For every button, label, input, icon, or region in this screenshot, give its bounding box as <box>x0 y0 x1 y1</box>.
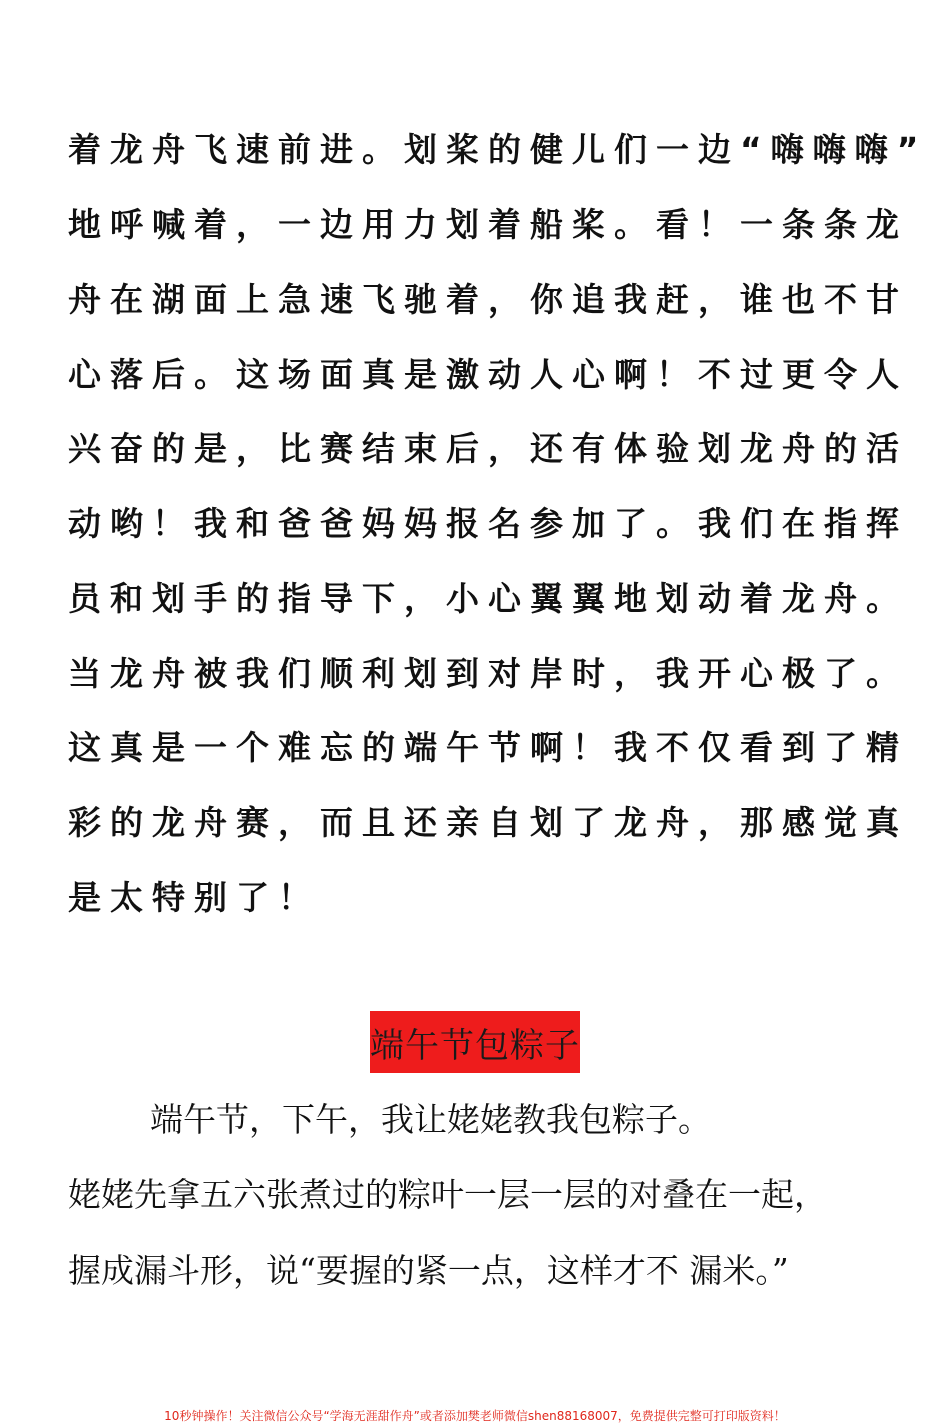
essay-line-2: 地呼喊着，一边用力划着船桨。看！一条条龙 <box>68 205 908 244</box>
section-line-2: 姥姥先拿五六张煮过的粽叶一层一层的对叠在一起， <box>68 1175 827 1214</box>
footer-notice: 10秒钟操作！关注微信公众号“学海无涯甜作舟”或者添加樊老师微信shen88168007，免费提供完整可打印版资料！ <box>164 1409 786 1423</box>
essay-line-1: 着龙舟飞速前进。划桨的健儿们一边“嗨嗨嗨” <box>68 130 928 169</box>
essay-line-7: 员和划手的指导下，小心翼翼地划动着龙舟。 <box>68 579 908 618</box>
essay-line-11: 是太特别了！ <box>68 878 320 917</box>
essay-line-5: 兴奋的是，比赛结束后，还有体验划龙舟的活 <box>68 429 908 468</box>
section-line-1: 端午节，下午，我让姥姥教我包粽子。 <box>150 1100 711 1139</box>
essay-line-10: 彩的龙舟赛，而且还亲自划了龙舟，那感觉真 <box>68 803 908 842</box>
essay-line-9: 这真是一个难忘的端午节啊！我不仅看到了精 <box>68 728 908 767</box>
section-title-box <box>370 1011 580 1073</box>
essay-line-3: 舟在湖面上急速飞驰着，你追我赶，谁也不甘 <box>68 280 908 319</box>
section-title: 端午节包粽子 <box>370 1025 580 1066</box>
essay-line-8: 当龙舟被我们顺利划到对岸时，我开心极了。 <box>68 654 908 693</box>
essay-line-6: 动哟！我和爸爸妈妈报名参加了。我们在指挥 <box>68 504 908 543</box>
section-line-3: 握成漏斗形，说“要握的紧一点，这样才不 漏米。” <box>68 1251 789 1290</box>
essay-line-4: 心落后。这场面真是激动人心啊！不过更令人 <box>68 355 908 394</box>
